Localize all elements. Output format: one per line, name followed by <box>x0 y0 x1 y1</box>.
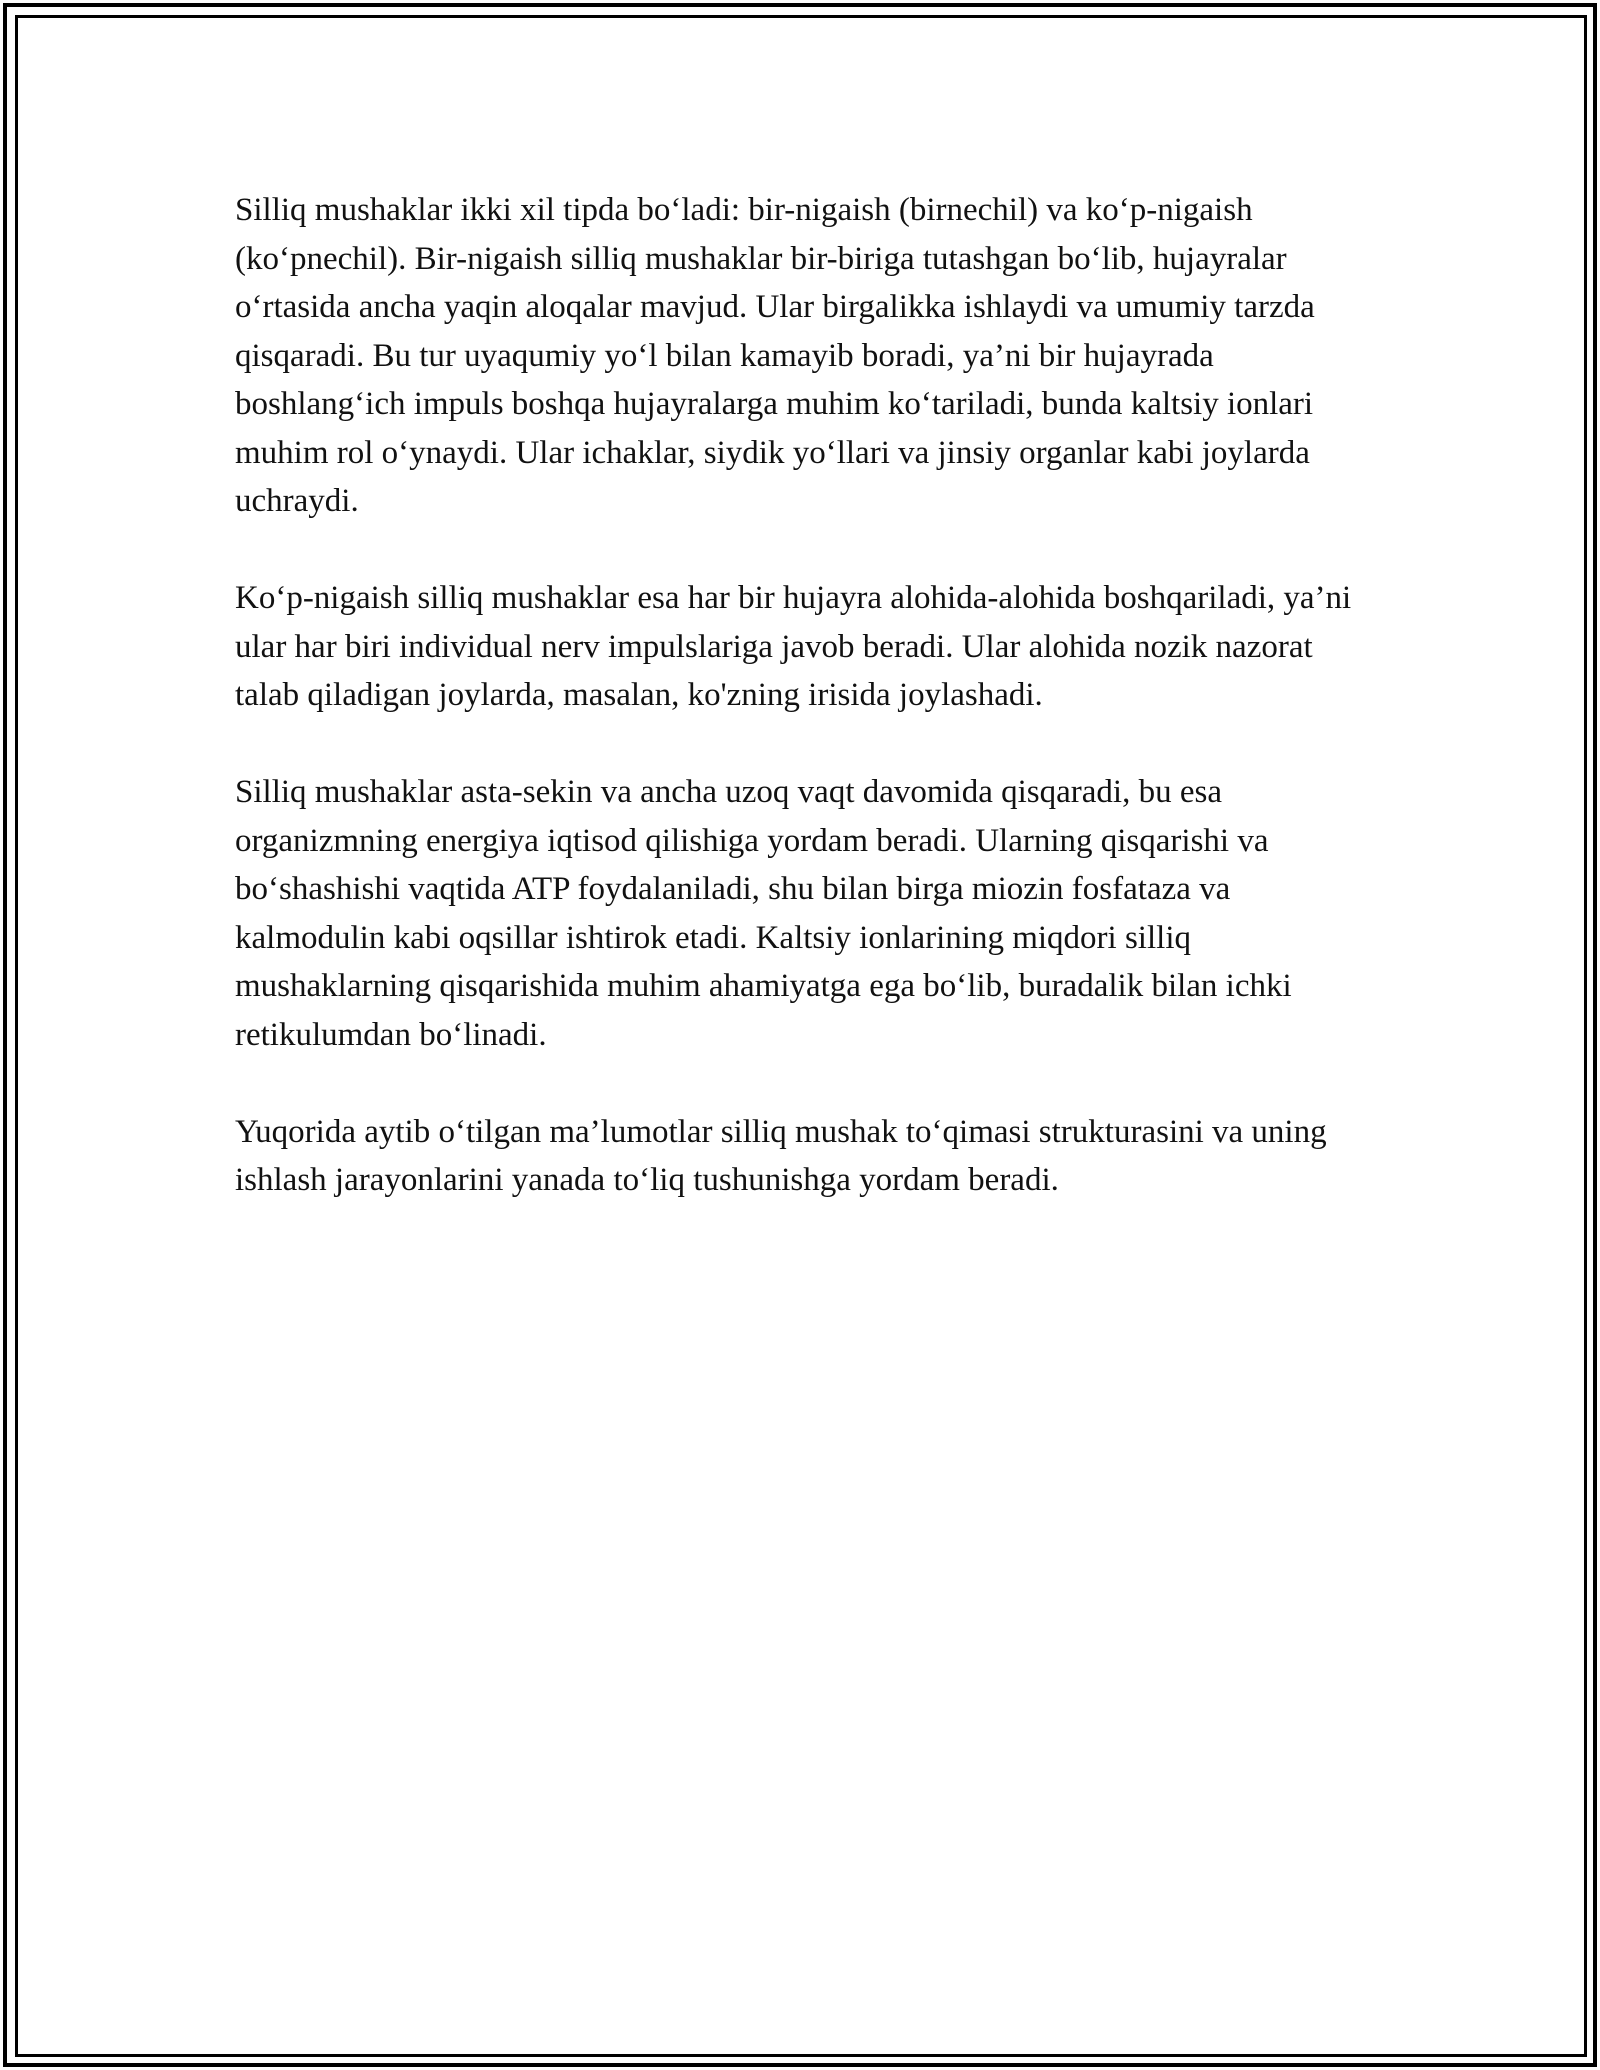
paragraph-contraction: Silliq mushaklar asta-sekin va ancha uzoq vaqt davomida qisqaradi, bu esa organizmning energiya iqtisod qilishiga yordam beradi. Ularning qisqarishi va bo‘shashishi vaqtida ATP foydalaniladi, shu bilan birga miozin fosfataza va kalmodulin kabi oqsillar ishtirok etadi. Kaltsiy ionlarining miqdori silliq mushaklarning qisqarishida muhim ahamiyatga ega bo‘lib, buradalik bilan ichki retikulumdan bo‘linadi. <box>235 774 1292 1053</box>
document-body <box>235 186 1385 1253</box>
paragraph-multiunit: Ko‘p-nigaish silliq mushaklar esa har bir hujayra alohida-alohida boshqariladi, ya’ni ular har biri individual nerv impulslariga javob beradi. Ular alohida nozik nazorat talab qiladigan joylarda, masalan, ko'zning irisida joylashadi. <box>235 580 1352 713</box>
paragraph-types: Silliq mushaklar ikki xil tipda bo‘ladi: bir-nigaish (birnechil) va ko‘p-nigaish (ko‘pnechil). Bir-nigaish silliq mushaklar bir-biriga tutashgan bo‘lib, hujayralar o‘rtasida ancha yaqin aloqalar mavjud. Ular birgalikka ishlaydi va umumiy tarzda qisqaradi. Bu tur uyaqumiy yo‘l bilan kamayib boradi, ya’ni bir hujayrada boshlang‘ich impuls boshqa hujayralarga muhim ko‘tariladi, bunda kaltsiy ionlari muhim rol o‘ynaydi. Ular ichaklar, siydik yo‘llari va jinsiy organlar kabi joylarda uchraydi. <box>235 192 1315 519</box>
paragraph-summary: Yuqorida aytib o‘tilgan ma’lumotlar silliq mushak to‘qimasi strukturasini va uning ishlash jarayonlarini yanada to‘liq tushunishga yordam beradi. <box>235 1113 1327 1198</box>
